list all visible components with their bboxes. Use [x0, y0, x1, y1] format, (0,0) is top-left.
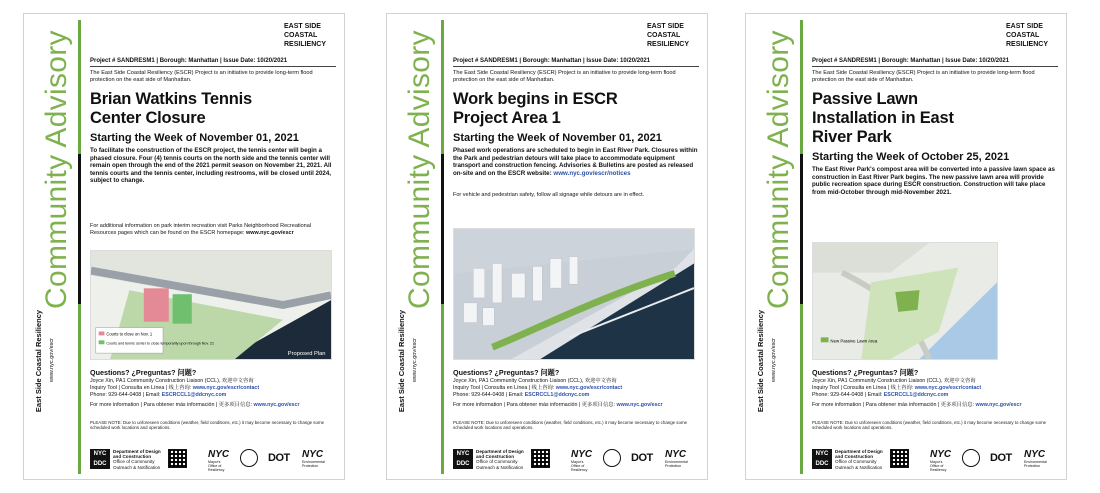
questions-heading: Questions? ¿Preguntas? 问题? [453, 368, 560, 377]
questions-heading: Questions? ¿Preguntas? 问题? [812, 368, 919, 377]
project-meta: Project # SANDRESM1 | Borough: Manhattan | Issue Date: 10/20/2021 [812, 58, 1058, 67]
intro-text: The East Side Coastal Resiliency (ESCR) Project is an initiative to provide long-term flood protection on the east side of Manhattan. [453, 70, 676, 83]
poster-subtitle: Starting the Week of November 01, 2021 [90, 132, 299, 144]
poster-body: The East River Park's compost area will be converted into a passive lawn space as construction in East River Park begins. The new passive lawn area will provide public recreation space during ESCR construction. Construction will take place from mid-October through mid-November 2021. [812, 166, 1055, 196]
nyc-resiliency-logo: NYC Mayor's Office of Resiliency [930, 449, 952, 472]
legend-close-nov1: Courts to close on Nov. 1 [106, 331, 153, 337]
more-info-link[interactable]: www.nyc.gov/escr [253, 402, 300, 408]
liaison-name: Joyce Xin, PA1 Community Construction Liaison (CCL), 欢迎中文咨询 [812, 378, 976, 384]
inquiry-link[interactable]: www.nyc.gov/escr/contact [914, 385, 982, 391]
side-org-name: East Side Coastal Resiliency [756, 309, 765, 413]
questions-heading: Questions? ¿Preguntas? 问题? [90, 368, 197, 377]
ddc-logo: NYC DDC [812, 449, 832, 469]
poster-extra: For vehicle and pedestrian safety, follow all signage while detours are in effect. [453, 192, 645, 198]
side-url: www.nyc.gov/escr [412, 338, 418, 383]
more-info-link[interactable]: www.nyc.gov/escr [975, 402, 1022, 408]
escr-logo: EAST SIDE COASTAL RESILIENCY [284, 23, 327, 48]
escr-logo: EAST SIDE COASTAL RESILIENCY [1006, 23, 1049, 48]
inquiry-link[interactable]: www.nyc.gov/escr/contact [192, 385, 260, 391]
dot-logo: DOT [990, 452, 1012, 464]
community-advisory-heading: Community Advisory [762, 30, 795, 309]
escr-logo: EAST SIDE COASTAL RESILIENCY [647, 23, 690, 48]
poster-title: Work begins in ESCR Project Area 1 [453, 90, 618, 127]
project-meta: Project # SANDRESM1 | Borough: Manhattan | Issue Date: 10/20/2021 [453, 58, 699, 67]
poster-body: Phased work operations are scheduled to begin in East River Park. Closures within the Park and pedestrian detours will take place to accommodate equipment transport and construction fencing. Advisories & Bulletins are posted as released on-site and on the ESCR website: www.nyc.gov/escr/notices [453, 147, 698, 177]
escr-homepage-link[interactable]: www.nyc.gov/escr [245, 229, 294, 236]
liaison-name: Joyce Xin, PA1 Community Construction Liaison (CCL), 欢迎中文咨询 [90, 378, 254, 384]
inquiry-link[interactable]: www.nyc.gov/escr/contact [555, 385, 623, 391]
poster-title: Passive Lawn Installation in East River Park [812, 90, 954, 146]
poster-subtitle: Starting the Week of November 01, 2021 [453, 132, 662, 144]
dep-logo: NYC Environmental Protection [665, 449, 688, 468]
side-banner [746, 14, 806, 479]
intro-text: The East Side Coastal Resiliency (ESCR) Project is an initiative to provide long-term flood protection on the east side of Manhattan. [90, 70, 313, 83]
poster-body: To facilitate the construction of the ESCR project, the tennis center will begin a phased closure. Four (4) tennis courts on the north side and the tennis center will remain open through the end of the 2021 permit season on November 21, 2021. All tennis courts and the tennis center, including restrooms, will be closed until 2024, subject to change. [90, 147, 332, 185]
proposed-plan-map [90, 250, 332, 360]
qr-code-icon[interactable] [168, 449, 187, 468]
please-note: PLEASE NOTE: Due to unforeseen conditions (weather, field conditions, etc.) it may become necessary to change some scheduled work locations and operations. [812, 420, 1047, 431]
intro-text: The East Side Coastal Resiliency (ESCR) Project is an initiative to provide long-term flood protection on the east side of Manhattan. [812, 70, 1035, 83]
parks-seal-icon [240, 449, 258, 467]
ddc-name: Department of Design and Construction Office of Community Outreach & Notification [113, 449, 161, 470]
advisory-poster-work-begins [386, 13, 708, 480]
black-divider [441, 154, 444, 304]
poster-subtitle: Starting the Week of October 25, 2021 [812, 151, 1010, 163]
liaison-name: Joyce Xin, PA1 Community Construction Liaison (CCL), 欢迎中文咨询 [453, 378, 617, 384]
poster-content [453, 14, 699, 479]
parks-seal-icon [603, 449, 621, 467]
advisory-poster-tennis [23, 13, 345, 480]
passive-lawn-map [812, 242, 998, 360]
nyc-resiliency-logo: NYC Mayor's Office of Resiliency [571, 449, 593, 472]
poster-content [90, 14, 336, 479]
ddc-name: Department of Design and Construction Office of Community Outreach & Notification [476, 449, 524, 470]
side-banner [24, 14, 84, 479]
advisory-poster-passive-lawn [745, 13, 1067, 480]
black-divider [800, 154, 803, 304]
contact-block: Joyce Xin, PA1 Community Construction Liaison (CCL), 欢迎中文咨询 Inquiry Tool | Consulta en Línea | 线上咨询: www.nyc.gov/escr/contact Phone: 929-644-0408 | Email: ESCRCCL1@ddcnyc.com For more information | Para obtener más información | 更多项目信息: www.nyc.gov/escr [453, 378, 699, 409]
side-banner [387, 14, 447, 479]
nyc-resiliency-logo: NYC Mayor's Office of Resiliency [208, 449, 230, 472]
side-url: www.nyc.gov/escr [771, 338, 777, 383]
agency-footer [90, 449, 336, 471]
legend-close-nov21: Courts and tennis center to close temporarily upon through Nov. 21 [106, 341, 215, 346]
please-note: PLEASE NOTE: Due to unforeseen conditions (weather, field conditions, etc.) it may become necessary to change some scheduled work locations and operations. [90, 420, 325, 431]
community-advisory-heading: Community Advisory [40, 30, 73, 309]
project-meta: Project # SANDRESM1 | Borough: Manhattan | Issue Date: 10/20/2021 [90, 58, 336, 67]
dep-logo: NYC Environmental Protection [302, 449, 325, 468]
ddc-name: Department of Design and Construction Office of Community Outreach & Notification [835, 449, 883, 470]
map-label: Proposed Plan [287, 351, 326, 358]
email-link[interactable]: ESCRCCL1@ddcnyc.com [524, 392, 590, 398]
aerial-rendering [453, 228, 695, 360]
side-org-name: East Side Coastal Resiliency [397, 309, 406, 413]
poster-title: Brian Watkins Tennis Center Closure [90, 90, 252, 127]
legend-passive-lawn: New Passive Lawn Area [830, 338, 878, 344]
dot-logo: DOT [631, 452, 653, 464]
side-org-name: East Side Coastal Resiliency [34, 309, 43, 413]
community-advisory-heading: Community Advisory [403, 30, 436, 309]
qr-code-icon[interactable] [531, 449, 550, 468]
dep-logo: NYC Environmental Protection [1024, 449, 1047, 468]
parks-seal-icon [962, 449, 980, 467]
agency-footer [812, 449, 1058, 471]
more-info-link[interactable]: www.nyc.gov/escr [616, 402, 663, 408]
contact-block: Joyce Xin, PA1 Community Construction Liaison (CCL), 欢迎中文咨询 Inquiry Tool | Consulta en Línea | 线上咨询: www.nyc.gov/escr/contact Phone: 929-644-0408 | Email: ESCRCCL1@ddcnyc.com For more information | Para obtener más información | 更多项目信息: www.nyc.gov/escr [90, 378, 336, 409]
poster-content [812, 14, 1058, 479]
email-link[interactable]: ESCRCCL1@ddcnyc.com [883, 392, 949, 398]
poster-extra: For additional information on park interim recreation visit Parks Neighborhood Recreational Resources pages which can be found on the ESCR homepage: www.nyc.gov/escr [90, 223, 312, 236]
email-link[interactable]: ESCRCCL1@ddcnyc.com [161, 392, 227, 398]
agency-footer [453, 449, 699, 471]
ddc-logo: NYC DDC [90, 449, 110, 469]
black-divider [78, 154, 81, 304]
side-url: www.nyc.gov/escr [49, 338, 55, 383]
qr-code-icon[interactable] [890, 449, 909, 468]
notices-link[interactable]: www.nyc.gov/escr/notices [553, 169, 631, 177]
please-note: PLEASE NOTE: Due to unforeseen conditions (weather, field conditions, etc.) it may become necessary to change some scheduled work locations and operations. [453, 420, 688, 431]
dot-logo: DOT [268, 452, 290, 464]
contact-block: Joyce Xin, PA1 Community Construction Liaison (CCL), 欢迎中文咨询 Inquiry Tool | Consulta en Línea | 线上咨询: www.nyc.gov/escr/contact Phone: 929-644-0408 | Email: ESCRCCL1@ddcnyc.com For more information | Para obtener más información | 更多项目信息: www.nyc.gov/escr [812, 378, 1058, 409]
ddc-logo: NYC DDC [453, 449, 473, 469]
